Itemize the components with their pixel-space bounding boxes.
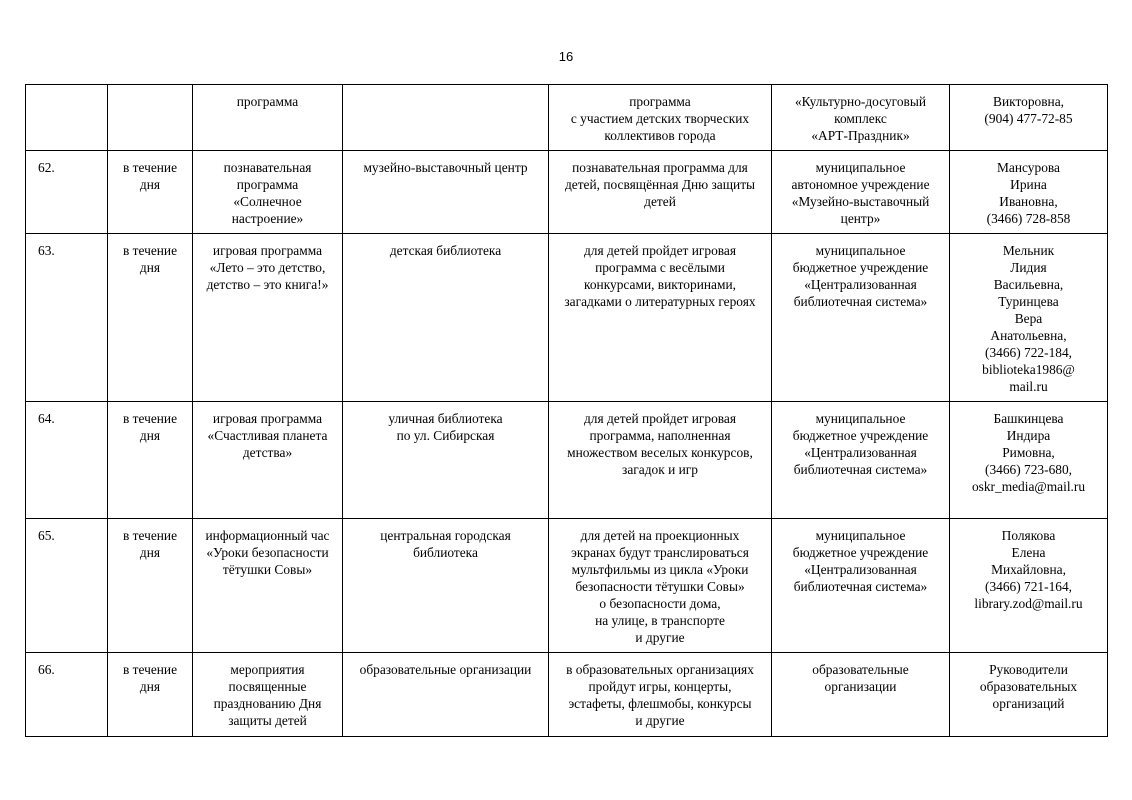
cell-place xyxy=(343,402,549,519)
cell-number: 64. xyxy=(26,402,108,519)
cell-organizer xyxy=(772,653,950,737)
cell-text-line: mail.ru xyxy=(1009,379,1048,394)
cell-text-line: музейно-выставочный центр xyxy=(363,160,528,175)
table-row xyxy=(26,653,1108,737)
cell-time xyxy=(108,151,193,234)
cell-text-line: дня xyxy=(139,679,161,694)
cell-text-line: загадок и игр xyxy=(622,462,698,477)
cell-text-line: «Культурно-досуговый xyxy=(794,94,927,109)
cell-text-line: Руководители xyxy=(989,662,1068,677)
cell-text-line: Михайловна, xyxy=(991,562,1066,577)
cell-text-line: дня xyxy=(139,260,161,275)
cell-place xyxy=(343,519,549,653)
table-row xyxy=(26,234,1108,402)
cell-text-line: комплекс xyxy=(834,111,887,126)
cell-text-line: «Лето – это детство, xyxy=(209,260,326,275)
cell-text-line: библиотечная система» xyxy=(793,579,928,594)
cell-text-line: дня xyxy=(139,428,161,443)
cell-organizer xyxy=(772,519,950,653)
cell-text-line: в течение xyxy=(122,160,178,175)
cell-text-line: в течение xyxy=(122,243,178,258)
cell-text-line: дня xyxy=(139,177,161,192)
cell-text-line: образовательные xyxy=(812,662,909,677)
cell-number: 65. xyxy=(26,519,108,653)
cell-text-line: в образовательных организациях xyxy=(566,662,754,677)
cell-text-line: Башкинцева xyxy=(993,411,1064,426)
cell-event-form xyxy=(193,151,343,234)
cell-number: 62. xyxy=(26,151,108,234)
cell-text-line: программа xyxy=(629,94,691,109)
cell-text-line: муниципальное xyxy=(815,411,906,426)
cell-text-line: познавательная программа для xyxy=(572,160,748,175)
cell-text-line: мультфильмы из цикла «Уроки xyxy=(571,562,749,577)
cell-organizer xyxy=(772,234,950,402)
cell-text-line: для детей пройдет игровая xyxy=(583,411,737,426)
cell-text-line: муниципальное xyxy=(815,160,906,175)
cell-organizer xyxy=(772,402,950,519)
cell-text-line: информационный час xyxy=(205,528,330,543)
cell-text-line: детство – это книга!» xyxy=(206,277,329,292)
table-row xyxy=(26,85,1108,151)
cell-text-line: коллективов города xyxy=(604,128,716,143)
cell-text-line: Индира xyxy=(1006,428,1051,443)
cell-text-line: «Централизованная xyxy=(804,445,917,460)
cell-text-line: в течение xyxy=(122,528,178,543)
cell-text-line: посвященные xyxy=(228,679,307,694)
cell-text-line: (3466) 722-184, xyxy=(984,345,1073,360)
cell-text-line: познавательная xyxy=(223,160,312,175)
cell-place xyxy=(343,85,549,151)
cell-text-line: для детей на проекционных xyxy=(580,528,740,543)
page-number: 16 xyxy=(558,49,574,64)
cell-text-line: в течение xyxy=(122,662,178,677)
cell-text-line: Ивановна, xyxy=(999,194,1058,209)
cell-text-line: Лидия xyxy=(1010,260,1047,275)
cell-text-line: образовательных xyxy=(979,679,1078,694)
table-row xyxy=(26,151,1108,234)
cell-text-line: детей xyxy=(644,194,676,209)
cell-time xyxy=(108,402,193,519)
cell-text-line: организации xyxy=(824,679,897,694)
cell-contact xyxy=(950,151,1108,234)
cell-text-line: library.zod@mail.ru xyxy=(974,596,1083,611)
cell-text-line: программа xyxy=(236,94,299,109)
cell-text-line: экранах будут транслироваться xyxy=(571,545,749,560)
cell-contact xyxy=(950,234,1108,402)
cell-text-line: Викторовна, xyxy=(993,94,1064,109)
cell-text-line: множеством веселых конкурсов, xyxy=(567,445,753,460)
cell-description xyxy=(549,234,772,402)
cell-contact xyxy=(950,85,1108,151)
cell-text-line: пройдут игры, концерты, xyxy=(588,679,732,694)
cell-text-line: программа xyxy=(236,177,299,192)
cell-organizer xyxy=(772,151,950,234)
cell-number: 66. xyxy=(26,653,108,737)
cell-text-line: организаций xyxy=(992,696,1065,711)
cell-place xyxy=(343,151,549,234)
cell-text-line: муниципальное xyxy=(815,528,906,543)
cell-description xyxy=(549,653,772,737)
cell-text-line: Анатольевна, xyxy=(990,328,1067,343)
cell-text-line: программа, наполненная xyxy=(589,428,731,443)
cell-time xyxy=(108,234,193,402)
table-row xyxy=(26,519,1108,653)
cell-text-line: с участием детских творческих xyxy=(570,111,750,126)
cell-text-line: дня xyxy=(139,545,161,560)
cell-text-line: детская библиотека xyxy=(389,243,502,258)
events-table xyxy=(25,84,1108,737)
cell-text-line: biblioteka1986@ xyxy=(982,362,1075,377)
cell-text-line: для детей пройдет игровая xyxy=(583,243,737,258)
cell-description xyxy=(549,402,772,519)
cell-text-line: празднованию Дня xyxy=(213,696,322,711)
cell-text-line: эстафеты, флешмобы, конкурсы xyxy=(568,696,752,711)
cell-event-form xyxy=(193,519,343,653)
table-body xyxy=(26,85,1108,737)
cell-text-line: Елена xyxy=(1011,545,1046,560)
cell-event-form xyxy=(193,85,343,151)
cell-text-line: «АРТ-Праздник» xyxy=(811,128,910,143)
cell-contact xyxy=(950,519,1108,653)
cell-description xyxy=(549,85,772,151)
cell-number: 63. xyxy=(26,234,108,402)
cell-event-form xyxy=(193,402,343,519)
cell-text-line: мероприятия xyxy=(230,662,305,677)
cell-text-line: бюджетное учреждение xyxy=(792,428,929,443)
cell-event-form xyxy=(193,653,343,737)
cell-text-line: центр» xyxy=(840,211,881,226)
cell-text-line: библиотека xyxy=(413,545,478,560)
cell-text-line: «Централизованная xyxy=(804,277,917,292)
cell-text-line: тётушки Совы» xyxy=(222,562,313,577)
cell-text-line: «Централизованная xyxy=(804,562,917,577)
cell-text-line: «Счастливая планета xyxy=(207,428,328,443)
cell-text-line: бюджетное учреждение xyxy=(792,260,929,275)
cell-text-line: на улице, в транспорте xyxy=(595,613,725,628)
cell-number xyxy=(26,85,108,151)
cell-text-line: (904) 477-72-85 xyxy=(984,111,1073,126)
cell-text-line: уличная библиотека xyxy=(388,411,503,426)
cell-text-line: Мельник xyxy=(1002,243,1055,258)
cell-text-line: игровая программа xyxy=(212,243,323,258)
cell-text-line: Вера xyxy=(1014,311,1043,326)
cell-place xyxy=(343,653,549,737)
cell-text-line: (3466) 723-680, xyxy=(984,462,1073,477)
cell-text-line: библиотечная система» xyxy=(793,462,928,477)
cell-text-line: Полякова xyxy=(1001,528,1056,543)
cell-text-line: бюджетное учреждение xyxy=(792,545,929,560)
cell-text-line: и другие xyxy=(635,713,685,728)
cell-description xyxy=(549,151,772,234)
cell-text-line: Туринцева xyxy=(998,294,1059,309)
cell-text-line: защиты детей xyxy=(228,713,307,728)
cell-text-line: игровая программа xyxy=(212,411,323,426)
cell-text-line: о безопасности дома, xyxy=(599,596,721,611)
cell-text-line: Римовна, xyxy=(1002,445,1055,460)
cell-text-line: в течение xyxy=(122,411,178,426)
cell-text-line: «Уроки безопасности xyxy=(206,545,329,560)
cell-text-line: автономное учреждение xyxy=(791,177,930,192)
cell-text-line: конкурсами, викторинами, xyxy=(584,277,736,292)
cell-organizer xyxy=(772,85,950,151)
cell-text-line: безопасности тётушки Совы» xyxy=(575,579,745,594)
cell-text-line: и другие xyxy=(635,630,685,645)
table-row xyxy=(26,402,1108,519)
cell-text-line: Васильевна, xyxy=(993,277,1064,292)
cell-text-line: Мансурова xyxy=(997,160,1060,175)
cell-time xyxy=(108,85,193,151)
cell-text-line: по ул. Сибирская xyxy=(396,428,495,443)
cell-contact xyxy=(950,402,1108,519)
cell-text-line: настроение» xyxy=(231,211,304,226)
cell-text-line: программа с весёлыми xyxy=(595,260,725,275)
cell-contact xyxy=(950,653,1108,737)
cell-text-line: библиотечная система» xyxy=(793,294,928,309)
cell-time xyxy=(108,519,193,653)
cell-text-line: центральная городская xyxy=(380,528,511,543)
cell-place xyxy=(343,234,549,402)
cell-text-line: (3466) 721-164, xyxy=(984,579,1073,594)
cell-time xyxy=(108,653,193,737)
cell-text-line: (3466) 728-858 xyxy=(986,211,1071,226)
cell-text-line: детей, посвящённая Дню защиты xyxy=(564,177,756,192)
cell-text-line: oskr_media@mail.ru xyxy=(971,479,1086,494)
cell-text-line: «Солнечное xyxy=(233,194,302,209)
cell-text-line: «Музейно-выставочный xyxy=(791,194,930,209)
cell-text-line: загадками о литературных героях xyxy=(564,294,756,309)
cell-description xyxy=(549,519,772,653)
cell-text-line: детства» xyxy=(242,445,293,460)
cell-event-form xyxy=(193,234,343,402)
cell-text-line: образовательные организации xyxy=(359,662,532,677)
cell-text-line: муниципальное xyxy=(815,243,906,258)
cell-text-line: Ирина xyxy=(1010,177,1047,192)
